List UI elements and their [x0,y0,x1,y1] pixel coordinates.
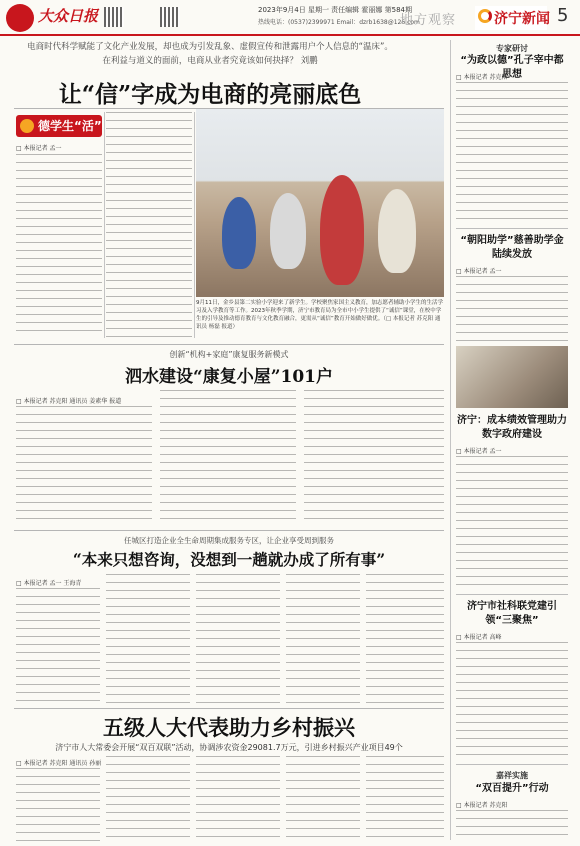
article-body [456,810,568,842]
story-byline: □ 本报记者 高峰 [456,634,502,641]
article-body [366,574,444,704]
article-body [456,456,568,590]
divider [14,530,444,531]
divider [14,708,444,709]
article-body [16,768,100,842]
lead-headline: 让“信”字成为电商的亮丽底色 [58,81,362,108]
lead-byline: □ 本报记者 孟一 [16,145,62,152]
story-headline: “本来只想咨询，没想到一趟就办成了所有事” [72,550,386,569]
article-body [16,406,152,524]
paper-name: 大众日报 [38,7,99,25]
lead-intro-author: 刘鹏 [300,56,318,66]
lead-intro-line: 电商时代科学赋能了文化产业发展，却也成为引发乱象、虚假宣传和泄露用户个人信息的“温床”。 [27,42,393,52]
lead-intro-line: 在利益与道义的面前，电商从业者究竟该如何抉择？ [102,56,298,66]
story-byline: □ 本报记者 孟一 王海青 [16,580,82,587]
photo-figure [222,197,256,269]
column-rule [194,112,195,338]
article-body [286,574,360,704]
article-body [106,574,190,704]
issue-date: 2023年9月4日 星期一 责任编辑 霍丽娜 第584期 [258,6,412,14]
story-byline: □ 本报记者 苏克阳 [456,802,508,809]
tag-emblem-icon [20,119,34,133]
qr-code-icon [160,7,180,27]
photo-figure [320,175,364,285]
story-kicker: 专家研讨 [496,44,528,53]
article-body [160,390,296,524]
story-headline: “朝阳助学”慈善助学金陆续发放 [460,235,564,260]
divider [456,594,568,595]
article-body [196,756,280,842]
article-body [106,756,190,842]
story-headline: “为政以德”孔子宰中都思想 [460,55,564,80]
article-body [286,756,360,842]
story-byline: □ 本报记者 孟一 [456,268,502,275]
story-kicker: 创新“机构+家庭”康复服务新模式 [169,350,289,359]
story-subheadline: 济宁市人大常委会开展“双百双联”活动，协调涉农资金29081.7万元，引进乡村振兴产业项目49个 [55,743,403,752]
article-body [304,390,444,524]
article-body [456,276,568,342]
story-headline: 济宁：成本绩效管理助力数字政府建设 [457,415,567,440]
story-byline: □ 本报记者 苏克阳 [456,74,508,81]
article-body [106,112,192,338]
story-headline: 五级人大代表助力乡村振兴 [103,715,355,740]
photo-figure [378,189,416,273]
article-body [366,756,444,842]
story-headline: “双百提升”行动 [475,783,549,794]
photo-caption: 9月11日，金乡县第二实验小学迎来了新学生。学校聚焦家国主义教育，加志愿者辅助小学生的生活学习及入学教育等工作。2023年秋季学期，济宁市教育局为全市中小学生提供了“诚信”课堂，在校中学生的引导及推动德育教育与文化教育融合，更需从“诚信”教育开始做好做优。（□ 本报记者 苏克阳 通讯员 杨磊 报道） [196,300,444,330]
divider [456,228,568,229]
story-headline: 泗水建设“康复小屋”101户 [124,367,334,387]
section-label: 济宁新闻 [494,11,550,27]
story-byline: □ 本报记者 苏克阳 通讯员 姜素华 报道 [16,398,122,405]
story-headline: 济宁市社科联党建引领“三聚焦” [467,601,557,626]
divider [14,344,444,345]
divider [456,764,568,765]
contact-line: 热线电话：(0537)2399971 Email：dzrb1638@126.com [258,19,420,26]
section-label-gray: 地方观察 [400,13,457,28]
lead-photo [196,109,444,297]
article-body [16,154,102,338]
story-kicker: 任城区打造企业全生命周期集成服务专区，让企业享受周到服务 [124,536,334,545]
qr-code-icon [104,7,124,27]
column-tag-label: 德学生“活” [38,119,102,133]
page-number: 5 [557,5,569,26]
section-swirl-icon [478,9,492,23]
article-body [456,82,568,224]
story-kicker: 嘉祥实施 [496,771,528,780]
masthead [0,0,580,36]
story-byline: □ 本报记者 孟一 [456,448,502,455]
newspaper-logo-icon [6,4,34,32]
column-rule [450,40,451,840]
lead-intro [14,40,406,68]
article-body [16,588,100,704]
article-body [196,574,280,704]
photo-figure [270,193,306,269]
column-rule [104,112,105,338]
story-photo [456,346,568,408]
story-byline: □ 本报记者 苏克阳 通讯员 孙丽 [16,760,102,767]
article-body [456,642,568,760]
